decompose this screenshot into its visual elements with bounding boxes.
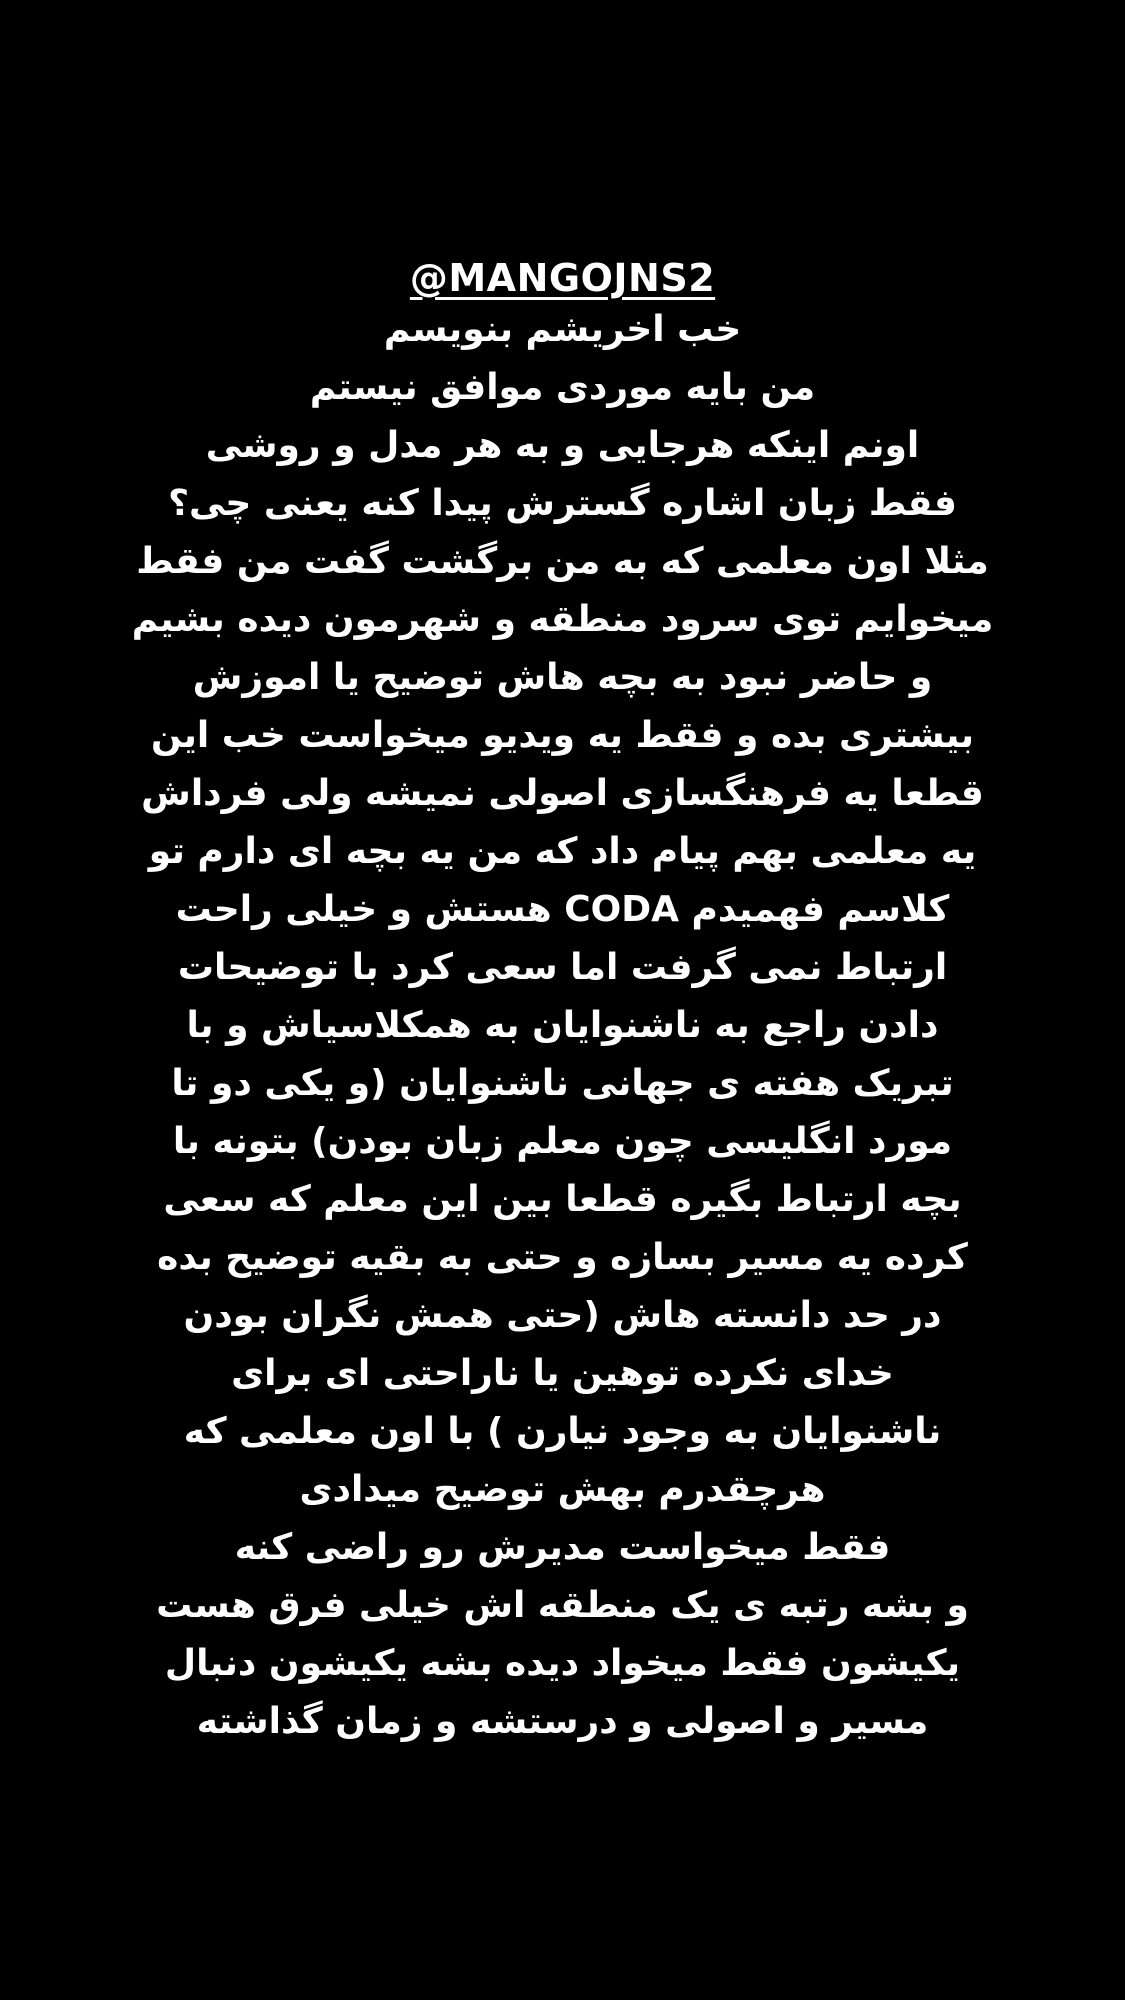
username-mention[interactable]: @MANGOJNS2 xyxy=(409,256,716,300)
story-line: کرده یه مسیر بسازه و حتی به بقیه توضیح بده xyxy=(157,1237,968,1278)
story-body xyxy=(60,301,1065,1751)
story-line: بچه ارتباط بگیره قطعا بین این معلم که سعی xyxy=(163,1179,962,1220)
story-line: اونم اینکه هرجایی و به هر مدل و روشی xyxy=(205,425,920,466)
story-line: خدای نکرده توهین یا ناراحتی ای برای xyxy=(231,1353,894,1394)
story-line: مورد انگلیسی چون معلم زبان بودن) بتونه با xyxy=(172,1121,953,1162)
story-line: قطعا یه فرهنگسازی اصولی نمیشه ولی فرداش xyxy=(141,773,984,814)
story-line: و بشه رتبه ی یک منطقه اش خیلی فرق هست xyxy=(156,1585,969,1626)
story-line: در حد دانسته هاش (حتی همش نگران بودن xyxy=(183,1295,942,1336)
story-text-block xyxy=(60,255,1065,1751)
story-line: کلاسم فهمیدم CODA هستش و خیلی راحت xyxy=(175,889,950,930)
story-line: دادن راجع به ناشنوایان به همکلاسیاش و با xyxy=(186,1005,939,1046)
story-line: من بایه موردی موافق نیستم xyxy=(309,367,816,408)
story-line: یکیشون فقط میخواد دیده بشه یکیشون دنبال xyxy=(164,1643,961,1684)
story-line: میخوایم توی سرود منطقه و شهرمون دیده بشیم xyxy=(131,599,994,640)
story-line: بیشتری بده و فقط یه ویدیو میخواست خب این xyxy=(151,715,974,756)
story-line: مثلا اون معلمی که به من برگشت گفت من فقط xyxy=(136,541,989,582)
story-line: خب اخریشم بنویسم xyxy=(383,309,742,350)
story-line: تبریک هفته ی جهانی ناشنوایان (و یکی دو تا xyxy=(171,1063,954,1104)
story-line: هرچقدرم بهش توضیح میدادی xyxy=(299,1469,826,1510)
story-line: ارتباط نمی گرفت اما سعی کرد با توضیحات xyxy=(177,947,948,988)
story-line: فقط زبان اشاره گسترش پیدا کنه یعنی چی؟ xyxy=(168,483,957,524)
story-line: فقط میخواست مدیرش رو راضی کنه xyxy=(234,1527,891,1568)
story-line: و حاضر نبود به بچه هاش توضیح یا اموزش xyxy=(192,657,933,698)
story-line: مسیر و اصولی و درستشه و زمان گذاشته xyxy=(196,1701,929,1742)
story-line: یه معلمی بهم پیام داد که من یه بچه ای دارم تو xyxy=(148,831,977,872)
story-line: ناشنوایان به وجود نیارن ) با اون معلمی که xyxy=(183,1411,942,1452)
